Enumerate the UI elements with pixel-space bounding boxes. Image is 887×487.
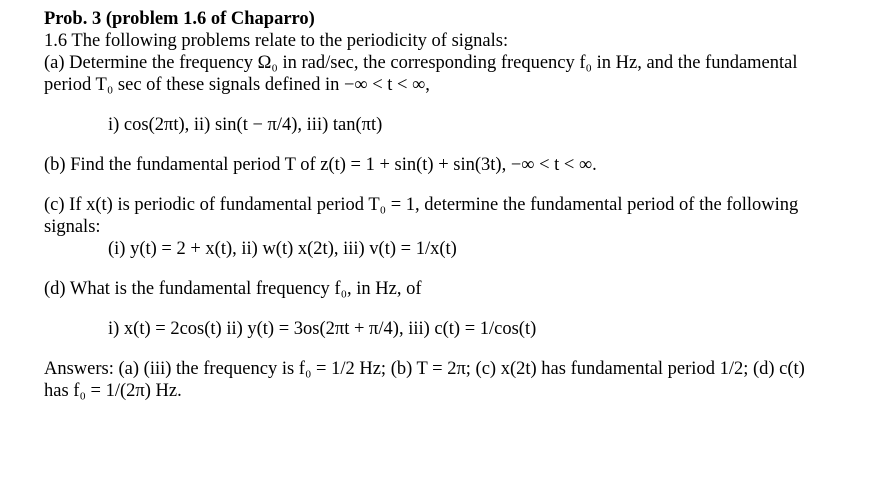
problem-intro: 1.6 The following problems relate to the periodicity of signals: [44, 31, 509, 51]
part-c-line-2: signals: [44, 217, 101, 237]
part-a [44, 52, 874, 136]
part-c [44, 194, 874, 260]
problem-document [44, 8, 874, 402]
part-b [44, 154, 874, 176]
part-c-line-1: (c) If x(t) is periodic of fundamental period T₀ = 1, determine the fundamental period of the following [44, 195, 799, 215]
answers-line-1: Answers: (a) (iii) the frequency is f₀ = 1/2 Hz; (b) T = 2π; (c) x(2t) has fundamental period 1/2; (d) c(t) [44, 359, 805, 379]
part-a-items: i) cos(2πt), ii) sin(t − π/4), iii) tan(πt) [108, 115, 383, 135]
part-c-items: (i) y(t) = 2 + x(t), ii) w(t) x(2t), iii) v(t) = 1/x(t) [108, 239, 457, 259]
part-d-items: i) x(t) = 2cos(t) ii) y(t) = 3os(2πt + π/4), iii) c(t) = 1/cos(t) [108, 319, 537, 339]
part-d-line-1: (d) What is the fundamental frequency f₀, in Hz, of [44, 279, 422, 299]
part-b-line-1: (b) Find the fundamental period T of z(t) = 1 + sin(t) + sin(3t), −∞ < t < ∞. [44, 155, 597, 175]
answers [44, 358, 874, 402]
part-a-line-1: (a) Determine the frequency Ω₀ in rad/sec, the corresponding frequency f₀ in Hz, and the fundamental [44, 53, 798, 73]
answers-line-2: has f₀ = 1/(2π) Hz. [44, 381, 182, 401]
part-a-line-2: period T₀ sec of these signals defined in −∞ < t < ∞, [44, 75, 430, 95]
part-d [44, 278, 874, 340]
problem-title: Prob. 3 (problem 1.6 of Chaparro) [44, 9, 315, 29]
